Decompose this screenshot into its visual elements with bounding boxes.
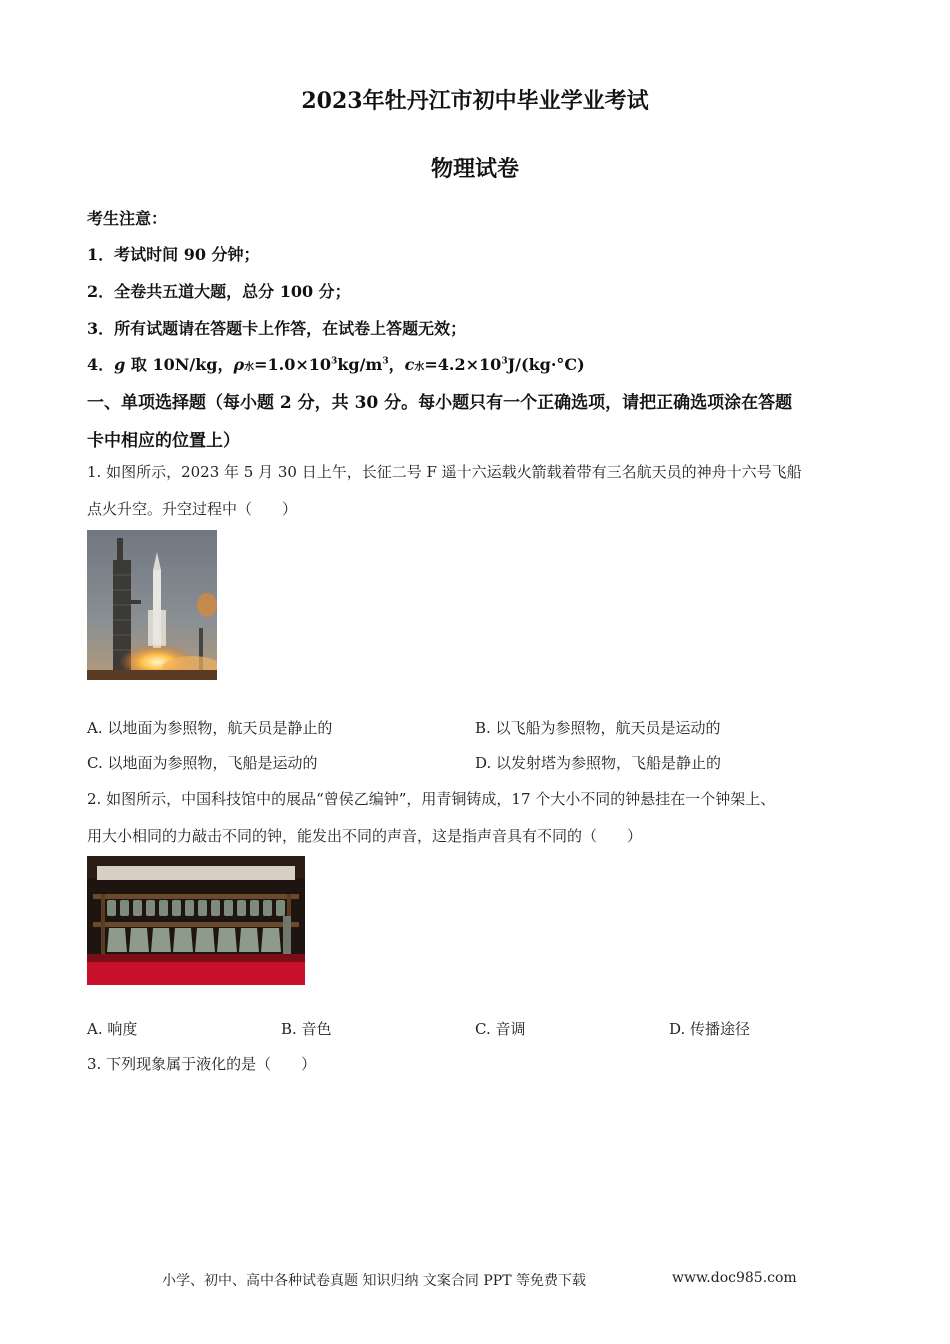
bianzhong-bells-image (87, 856, 305, 985)
rho-symbol: ρ (233, 355, 245, 374)
rho-subscript: 水 (244, 362, 255, 373)
footer-text: 小学、初中、高中各种试卷真题 知识归纳 文案合同 PPT 等免费下载 (162, 1273, 586, 1289)
rho-value: =1.0×10 (254, 355, 332, 374)
q3-stem-line1: 3. 下列现象属于液化的是（ ） (87, 1055, 317, 1073)
section1-heading-line2: 卡中相应的位置上） (87, 431, 240, 451)
notice-item-4 (87, 352, 585, 375)
section1-heading-line1: 一、单项选择题（每小题 2 分，共 30 分。每小题只有一个正确选项，请把正确选项涂在答题 (87, 393, 793, 413)
exam-title: 2023年牡丹江市初中毕业学业考试 (301, 88, 649, 114)
q1-stem-line2: 点火升空。升空过程中（ ） (87, 500, 298, 518)
q2-option-b: B. 音色 (281, 1020, 332, 1038)
c-subscript: 水 (414, 362, 425, 373)
separator: ， (388, 355, 405, 374)
g-value: 取 10N/kg， (125, 355, 234, 374)
rho-exponent: 3 (331, 356, 338, 367)
c-exponent: 3 (501, 356, 508, 367)
rocket-launch-image (87, 530, 217, 680)
q2-stem-line2: 用大小相同的力敲击不同的钟，能发出不同的声音，这是指声音具有不同的（ ） (87, 827, 643, 845)
q1-option-b: B. 以飞船为参照物，航天员是运动的 (475, 719, 721, 737)
notice-item-1: 1．考试时间 90 分钟； (87, 245, 260, 264)
notice-item-3: 3．所有试题请在答题卡上作答，在试卷上答题无效； (87, 319, 467, 338)
exam-subtitle: 物理试卷 (430, 156, 519, 182)
q1-option-d: D. 以发射塔为参照物，飞船是静止的 (475, 754, 722, 772)
c-symbol: c (404, 355, 415, 374)
bianzhong-bells-photo (87, 856, 305, 985)
g-symbol: g (114, 355, 126, 374)
notice-item-2: 2．全卷共五道大题，总分 100 分； (87, 282, 351, 301)
q1-stem-line1: 1. 如图所示，2023 年 5 月 30 日上午，长征二号 F 遥十六运载火箭载着带有三名航天员的神舟十六号飞船 (87, 463, 802, 481)
c-unit: J/(kg·°C) (507, 355, 585, 374)
rocket-launch-photo (87, 530, 217, 680)
notice-heading: 考生注意： (87, 209, 168, 228)
rho-unit: kg/m (337, 355, 383, 374)
q2-option-c: C. 音调 (475, 1020, 526, 1038)
q1-option-c: C. 以地面为参照物，飞船是运动的 (87, 754, 318, 772)
q1-option-a: A. 以地面为参照物，航天员是静止的 (87, 719, 333, 737)
q2-option-d: D. 传播途径 (669, 1020, 751, 1038)
q2-stem-line1: 2. 如图所示，中国科技馆中的展品“曾侯乙编钟”，用青铜铸成，17 个大小不同的钟悬挂在一个钟架上、 (87, 790, 776, 808)
c-value: =4.2×10 (424, 355, 502, 374)
notice-item-4-num: 4． (87, 355, 115, 374)
q2-option-a: A. 响度 (87, 1020, 138, 1038)
footer-url[interactable]: www.doc985.com (672, 1270, 797, 1286)
rho-unit-exponent: 3 (382, 356, 389, 367)
